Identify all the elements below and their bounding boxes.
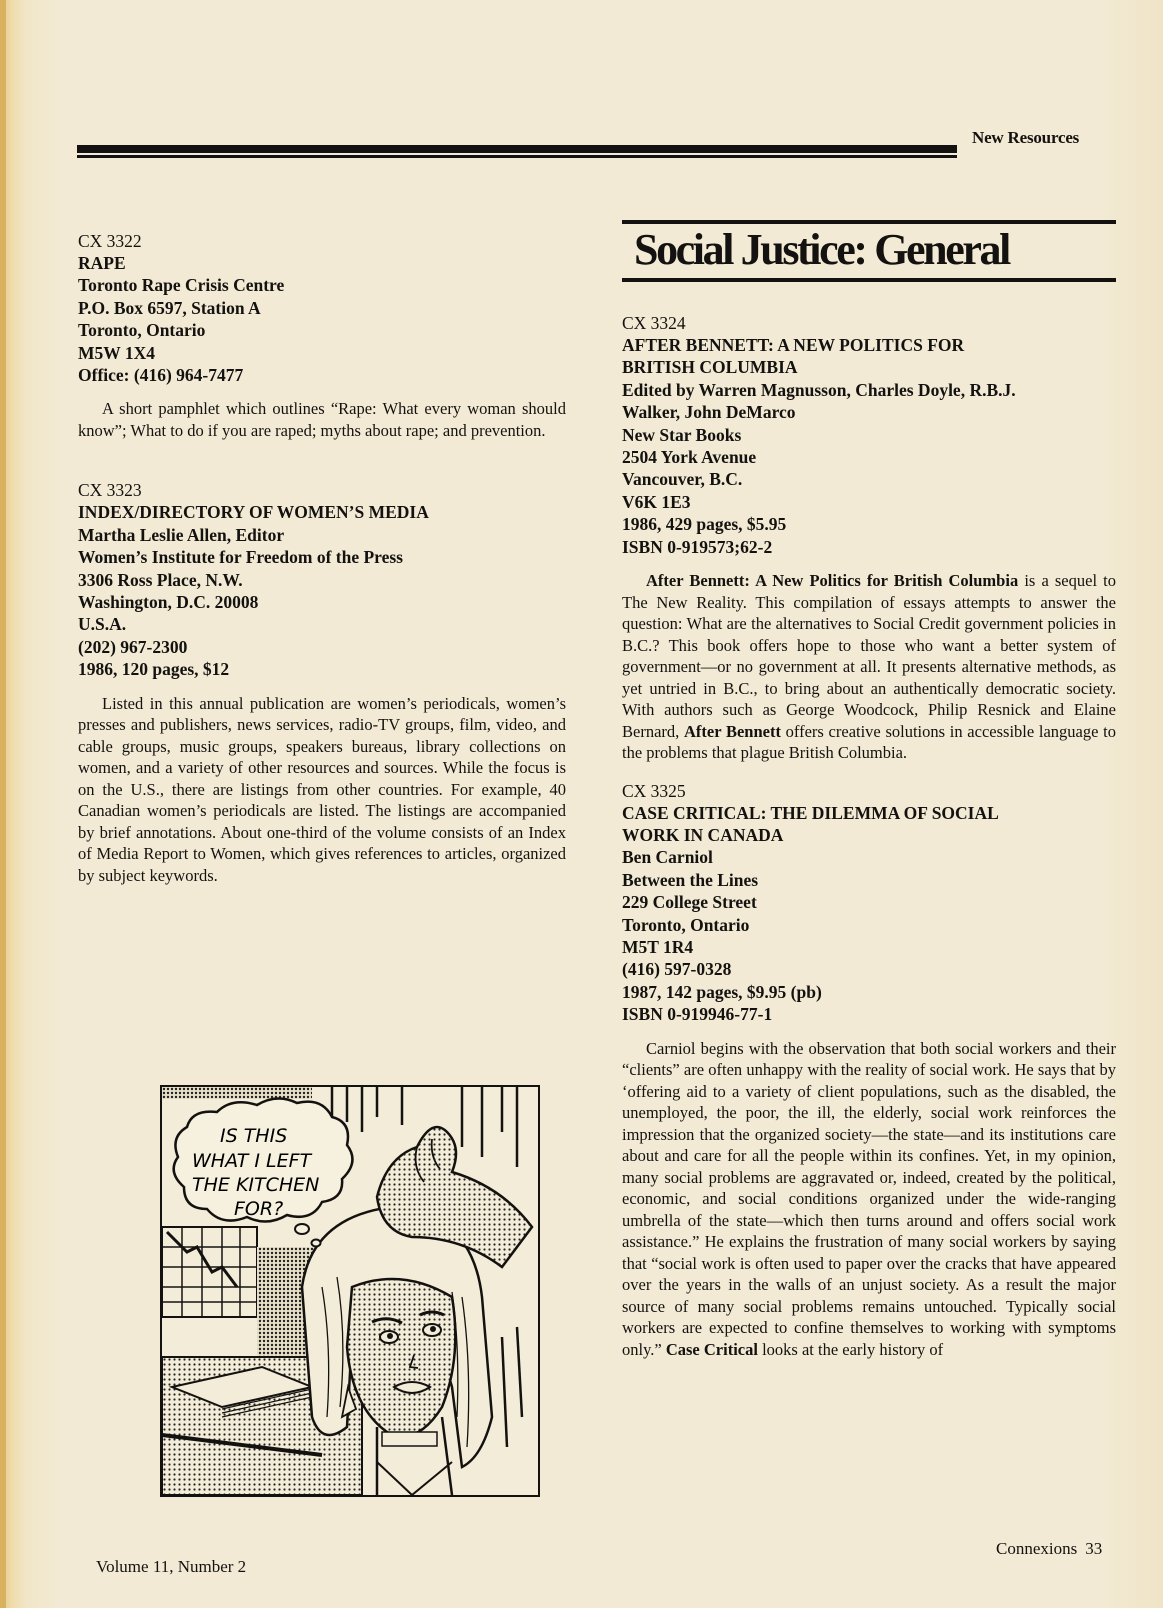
entry-isbn: ISBN 0-919946-77-1 <box>622 1004 773 1025</box>
entry-author: Ben Carniol <box>622 847 713 868</box>
entry-address: 229 College Street <box>622 892 757 913</box>
entry-cx3325 <box>622 780 1116 1361</box>
comic-illustration <box>160 1085 540 1497</box>
entry-phone: Office: (416) 964-7477 <box>78 365 244 386</box>
entry-city: Toronto, Ontario <box>622 914 750 935</box>
entry-code: CX 3325 <box>622 780 686 801</box>
entry-description-bold-title: After Bennett: A New Politics for British Columbia <box>646 571 1019 591</box>
entry-title-cont: BRITISH COLUMBIA <box>622 357 798 378</box>
entry-publisher: Between the Lines <box>622 869 759 890</box>
entry-address: 2504 York Avenue <box>622 447 757 468</box>
entry-publication-info: 1986, 429 pages, $5.95 <box>622 514 787 535</box>
entry-code: CX 3322 <box>78 231 142 251</box>
footer-page-number: 33 <box>1085 1539 1103 1558</box>
thought-line-2: WHAT I LEFT <box>192 1150 312 1172</box>
footer-volume: Volume 11, Number 2 <box>96 1557 247 1576</box>
thought-line-3: THE KITCHEN <box>192 1174 320 1196</box>
entry-title: RAPE <box>78 253 126 273</box>
entry-description-part2: looks at the early history of <box>757 1339 944 1359</box>
entry-description-bold-ref: After Bennett <box>683 721 781 741</box>
entry-description-part2: offers creative solutions in accessible language to the problems that plague British Columbia. <box>622 721 1116 763</box>
entry-address: 3306 Ross Place, N.W. <box>78 569 243 590</box>
entry-editors-cont: Walker, John DeMarco <box>622 402 796 423</box>
entry-description: Listed in this annual publication are women’s periodicals, women’s presses and publishers, news services, radio-TV groups, film, video, and cable groups, music groups, speakers bureaus, library collections on women, and a variety of other resources and sources. While the focus is on the U.S., there are listings from other countries. For example, 40 Canadian women’s periodicals are listed. The listings are accompanied by brief annotations. About one-third of the volume consists of an Index of Media Report to Women, which gives references to articles, organized by subject keywords. <box>78 693 566 885</box>
entry-description <box>622 1038 1116 1361</box>
entry-isbn: ISBN 0-919573;62-2 <box>622 536 773 557</box>
entry-country: U.S.A. <box>78 614 127 635</box>
entry-cx3322 <box>78 230 566 441</box>
page-binding-edge <box>0 0 6 1608</box>
entry-publisher: Women’s Institute for Freedom of the Press <box>78 547 403 568</box>
entry-postal-code: M5W 1X4 <box>78 342 155 363</box>
thought-line-1: IS THIS <box>220 1125 288 1147</box>
entry-code: CX 3324 <box>622 313 686 333</box>
entry-publisher: New Star Books <box>622 424 742 445</box>
entry-description: A short pamphlet which outlines “Rape: What every woman should know”; What to do if you are raped; myths about rape; and prevention. <box>78 399 566 440</box>
entry-code: CX 3323 <box>78 480 142 501</box>
entry-organization: Toronto Rape Crisis Centre <box>78 275 285 296</box>
section-title-box <box>622 220 1116 282</box>
entry-title: INDEX/DIRECTORY OF WOMEN’S MEDIA <box>78 502 429 523</box>
entry-postal-code: V6K 1E3 <box>622 491 691 512</box>
entry-description-part1: Carniol begins with the observation that both social workers and their “clients” are often unhappy with the reality of social work. He says that by ‘offering aid to a variety of client populations, such as the disabled, the unemployed, the poor, the ill, the elderly, social work reinforces the impression that the organized society––the state––and its institutions care about and care for all the people within its confines. Yet, in my opinion, many social problems are aggravated or, indeed, created by the political, economic, and social conditions organized under the wide-ranging umbrella of the state––which then turns around and offers social work assistance.” He explains the frustration of many social workers by saying that “social work is often used to paper over the cracks that have appeared over the years in the walls of an unjust society. As a result the major source of many social problems remains untouched. Typically social workers are expected to confine themselves to working with symptoms only.” <box>622 1038 1116 1359</box>
section-tag: New Resources <box>972 128 1080 147</box>
entry-title-cont: WORK IN CANADA <box>622 824 784 845</box>
entry-editor: Martha Leslie Allen, Editor <box>78 524 285 545</box>
entry-cx3323 <box>78 479 566 886</box>
entry-cx3324 <box>622 312 1116 764</box>
entry-publication-info: 1986, 120 pages, $12 <box>78 659 230 680</box>
comic-drawing <box>162 1087 538 1495</box>
left-column <box>78 230 566 903</box>
footer-folio <box>996 1539 1102 1559</box>
entry-description-bold-ref: Case Critical <box>665 1339 758 1359</box>
entry-phone: (202) 967-2300 <box>78 636 188 657</box>
header-rule <box>77 143 957 161</box>
entry-publication-info: 1987, 142 pages, $9.95 (pb) <box>622 981 822 1002</box>
entry-city: Toronto, Ontario <box>78 320 206 341</box>
entry-description <box>622 570 1116 764</box>
entry-title: AFTER BENNETT: A NEW POLITICS FOR <box>622 335 965 355</box>
entry-phone: (416) 597-0328 <box>622 959 732 980</box>
thought-line-4: FOR? <box>234 1198 284 1220</box>
entry-description-part1: is a sequel to The New Reality. This compilation of essays attempts to answer the question: What are the alternatives to Social Credit government policies in B.C.? This book offers hope to those who want a better system of government––or no government at all. It presents alternative methods, as yet untried in B.C., to bring about an authentically democratic society. With authors such as George Woodcock, Philip Resnick and Elaine Bernard, <box>622 571 1116 741</box>
section-title: Social Justice: General <box>634 225 1009 274</box>
entry-postal-code: M5T 1R4 <box>622 937 694 957</box>
entry-editors: Edited by Warren Magnusson, Charles Doyle, R.B.J. <box>622 379 1016 400</box>
entry-title: CASE CRITICAL: THE DILEMMA OF SOCIAL <box>622 802 999 823</box>
entry-city: Washington, D.C. 20008 <box>78 592 259 613</box>
header-rule-thin <box>77 155 957 158</box>
entry-city: Vancouver, B.C. <box>622 469 743 490</box>
header-rule-thick <box>77 145 957 153</box>
entry-address: P.O. Box 6597, Station A <box>78 297 261 318</box>
footer-publication: Connexions <box>996 1539 1078 1558</box>
right-column <box>622 220 1116 1377</box>
